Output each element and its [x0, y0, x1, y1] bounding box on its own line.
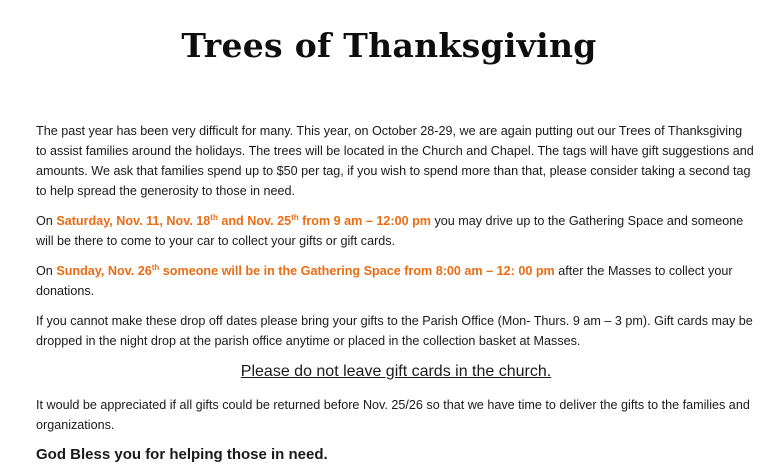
sunday-rest: after the Masses to collect your donations. — [36, 264, 733, 298]
drive-up-sup-b: th — [291, 213, 299, 222]
drive-up-time: from 9 am – 12:00 pm — [298, 214, 431, 228]
intro-paragraph: The past year has been very difficult for many. This year, on October 28-29, we are again putting out our Trees of Thanksgiving to assist families around the holidays. The trees will be located in the Church and Chapel. The tags will have gift suggestions and amounts. We ask that families spend up to $50 per tag, if you wish to spend more than that, please consider taking a second tag to help spread the generosity to those in need. — [36, 124, 754, 198]
drive-up-rest: you may drive up to the Gathering Space and someone will be there to come to your car to collect your gifts or gift cards. — [36, 214, 744, 248]
drive-up-paragraph — [36, 211, 756, 251]
drive-up-dates-a: Saturday, Nov. 11, Nov. 18 — [56, 214, 211, 228]
drive-up-lead: On — [36, 214, 57, 228]
drive-up-dates-b: and Nov. 25 — [217, 214, 292, 228]
page-title: Trees of Thanksgiving — [181, 26, 597, 65]
closing-line: God Bless you for helping those in need. — [36, 446, 328, 463]
sunday-date: Sunday, Nov. 26 — [56, 264, 152, 278]
sunday-sup: th — [151, 263, 160, 272]
return-paragraph: It would be appreciated if all gifts could be returned before Nov. 25/26 so that we have time to deliver the gifts to the families and organizations. — [36, 398, 750, 432]
sunday-highlight — [56, 264, 554, 278]
drive-up-dates — [56, 214, 431, 228]
sunday-detail: someone will be in the Gathering Space from 8:00 am – 12: 00 pm — [159, 264, 555, 278]
sunday-paragraph — [36, 261, 756, 301]
sunday-lead: On — [36, 264, 57, 278]
drop-off-paragraph: If you cannot make these drop off dates please bring your gifts to the Parish Office (Mon- Thurs. 9 am – 3 pm). Gift cards may be dropped in the night drop at the parish office anytime or placed in the collection basket at Masses. — [36, 314, 753, 348]
gift-card-notice: Please do not leave gift cards in the church. — [240, 363, 552, 380]
drive-up-sup-a: th — [210, 213, 218, 222]
document-body[interactable] — [36, 121, 756, 465]
